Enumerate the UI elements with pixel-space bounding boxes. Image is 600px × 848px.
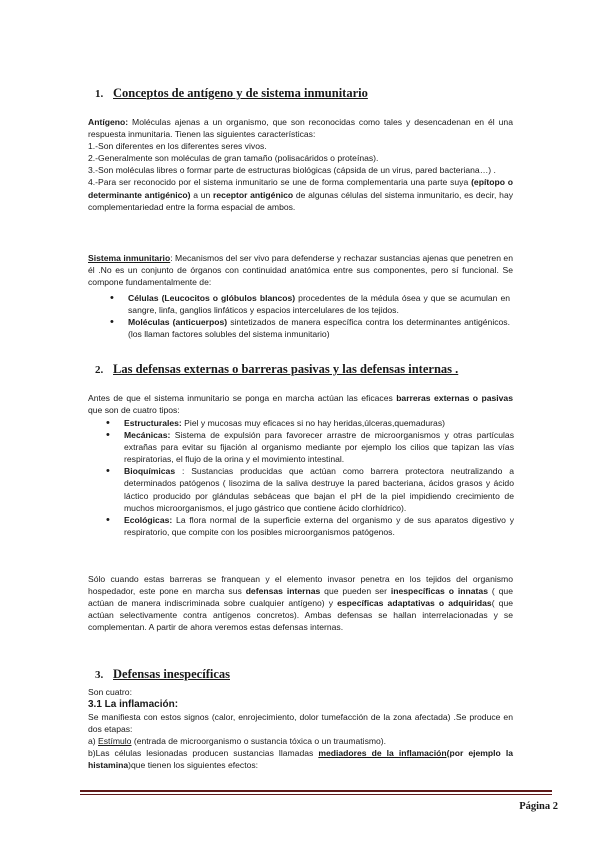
defensas-internas-paragraph xyxy=(88,573,513,633)
etapa-a-label: a) xyxy=(88,736,99,747)
antigeno-item-4 xyxy=(88,176,513,212)
barreras-list xyxy=(104,417,514,538)
antigeno-item-1: 1.-Son diferentes en los diferentes seres vivos. xyxy=(88,141,267,152)
list-item xyxy=(104,429,514,465)
etapa-a xyxy=(88,735,513,747)
estimulo-term: Estímulo xyxy=(98,736,132,747)
item4-start: 4.-Para ser reconocido por el sistema inmunitario se une de forma complementaria una parte suya xyxy=(88,177,472,188)
section-2-title: Las defensas externas o barreras pasivas y las defensas internas . xyxy=(113,362,459,376)
para-text: ( que actúan selectivamente contra antígenos concretos). Ambas defensas se hallan interrelacionadas y se complementan. A partir de ahora veremos estas defensas internas. xyxy=(88,598,514,633)
bullet-text: : Sustancias producidas que actúan como barrera protectora neutralizando a determinados patógenos ( lisozima de la saliva destruye la pared bacteriana, ácidos grasos y ácido láctico producido por glándulas sebáceas que bajan el pH de la piel impidiendo crecimiento de muchos microorganismos, el jugo gástrico que contiene ácido clorhídrico). xyxy=(124,466,514,513)
bullet-text: sintetizados de manera específica contra los determinantes antigénicos.(los llaman factores solubles del sistema inmunitario) xyxy=(128,317,510,340)
section-2-number: 2. xyxy=(95,364,104,376)
list-item xyxy=(108,316,510,340)
antigeno-term: Antígeno: xyxy=(88,117,129,127)
bullet-text: La flora normal de la superficie externa del organismo y de sus aparatos digestivo y respiratorio, que compite con los posibles microorganismos patógenos. xyxy=(124,514,514,537)
etapa-b-text: Las células lesionadas producen sustancias llamadas xyxy=(95,748,319,759)
bullet-bold: Células (Leucocitos o glóbulos blancos) xyxy=(128,293,296,303)
para-text: que pueden ser xyxy=(320,586,391,597)
sistema-definition xyxy=(88,252,513,288)
bullet-bold: Ecológicas: xyxy=(124,514,173,525)
list-item xyxy=(108,292,510,316)
intro-end: que son de cuatro tipos: xyxy=(88,405,180,416)
antigeno-block xyxy=(88,116,513,213)
list-item xyxy=(104,465,514,513)
section-1-title: Conceptos de antígeno y de sistema inmunitario xyxy=(113,86,368,100)
item4-mid: a un xyxy=(190,189,214,200)
section-1-heading xyxy=(95,86,368,101)
sistema-def-text: : Mecanismos del ser vivo para defenderse y rechazar sustancias ajenas que penetren en él .No es un conjunto de órganos con continuidad anatómica entre sus componentes, pero sí funcional. Se compone fundamentalmente de: xyxy=(88,253,513,288)
inflamacion-signs: Se manifiesta con estos signos (calor, enrojecimiento, dolor tumefacción de la zona afectada) .Se produce en dos etapas: xyxy=(88,712,513,735)
item4-end: de algunas células del sistema inmunitario, es decir, hay complementariedad entre la forma espacial de ambos. xyxy=(88,189,514,212)
bullet-text: Sistema de expulsión para favorecer arrastre de microorganismos y otras partículas extrañas para evitar su fijación al organismo mediante por ejemplo los cilios que tapizan las vías respiratorias, el flujo de la orina y el movimiento intestinal. xyxy=(124,430,514,465)
bullet-text: procedentes de la médula ósea y que se acumulan en sangre, linfa, ganglios linfáticos y espacios intercelulares de los tejidos. xyxy=(128,293,511,316)
sistema-term: Sistema inmunitario xyxy=(88,253,171,263)
bullet-text: Piel y mucosas muy eficaces si no hay heridas,úlceras,quemaduras) xyxy=(181,418,445,428)
son-cuatro: Son cuatro: xyxy=(88,687,132,697)
section-3-body xyxy=(88,686,513,772)
item4-bold-epitopo: (epítopo o determinante antigénico) xyxy=(88,177,513,200)
footer-rule-thin xyxy=(80,794,552,795)
footer-rule xyxy=(80,790,552,792)
para-text: ( que actúan de manera indiscriminada sobre cualquier antígeno) y xyxy=(88,586,513,609)
bullet-bold: Bioquímicas xyxy=(124,466,176,477)
section-2-heading xyxy=(95,362,458,377)
section-2-intro xyxy=(88,392,513,416)
etapa-b-label: b) xyxy=(88,748,96,759)
section-3-heading xyxy=(95,667,230,682)
mediadores-term: mediadores de la inflamación xyxy=(318,748,447,759)
item4-bold-receptor: receptor antigénico xyxy=(213,189,294,200)
histamina-example: (por ejemplo la histamina xyxy=(88,748,513,771)
section-3-title: Defensas inespecíficas xyxy=(113,667,230,681)
para-bold: defensas internas xyxy=(245,586,321,597)
antigeno-item-3: 3.-Son moléculas libres o formar parte de estructuras biológicas (cápsida de un virus, pared bacteriana…) . xyxy=(88,165,496,176)
list-item xyxy=(104,417,514,429)
etapa-b-end: )que tienen los siguientes efectos: xyxy=(128,760,259,771)
intro-text: Antes de que el sistema inmunitario se ponga en marcha actúan las eficaces xyxy=(88,393,397,403)
bullet-bold: Estructurales: xyxy=(124,418,182,428)
page-number: Página 2 xyxy=(519,801,558,812)
para-text: Sólo cuando estas barreras se franquean y el elemento invasor penetra en los tejidos del organismo hospedador, este pone en marcha sus xyxy=(88,574,513,597)
subsection-3-1-title: 3.1 La inflamación: xyxy=(88,699,179,711)
antigeno-def-text: Moléculas ajenas a un organismo, que son reconocidas como tales y desencadenan en él una respuesta inmunitaria. Tienen las siguientes características: xyxy=(88,117,513,140)
section-3-number: 3. xyxy=(95,669,104,681)
list-item xyxy=(104,514,514,538)
antigeno-definition xyxy=(88,116,513,140)
etapa-b xyxy=(88,747,513,771)
bullet-bold: Mecánicas: xyxy=(124,430,171,441)
sistema-components-list xyxy=(108,292,510,340)
section-1-number: 1. xyxy=(95,88,104,100)
antigeno-item-2: 2.-Generalmente son moléculas de gran tamaño (polisacáridos o proteínas). xyxy=(88,153,379,164)
para-bold: específicas adaptativas o adquiridas xyxy=(337,598,492,609)
intro-bold: barreras externas o pasivas xyxy=(396,393,513,403)
para-bold: inespecíficas o innatas xyxy=(390,586,488,597)
bullet-bold: Moléculas (anticuerpos) xyxy=(128,317,228,328)
etapa-a-text: (entrada de microorganismo o sustancia tóxica o un traumatismo). xyxy=(131,736,387,747)
